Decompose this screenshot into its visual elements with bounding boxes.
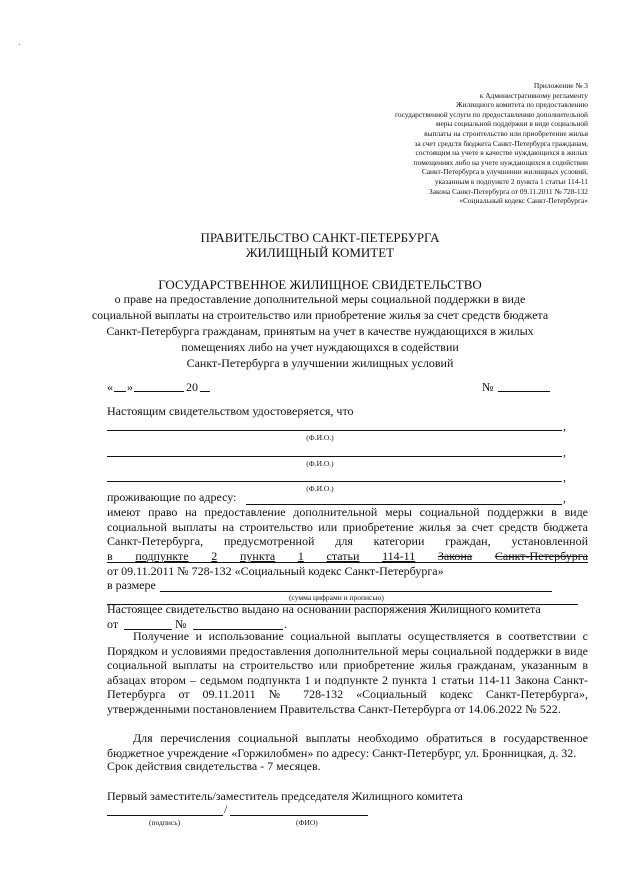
paragraph-usage: Получение и использование социальной выплаты осуществляется в соответствии с Порядком и условиями предоставления дополнительной меры социальной поддержки в виде социальной выплаты на строительство или приобретение жилья гражданам, указанным в абзацах втором – седьмом подпункта 1 и подпункте 2 пункта 1 статьи 114-11 Закона Санкт-Петербурга от 09.11.2011 № 728-132 «Социальный кодекс Санкт-Петербурга», утвержденными постановлением Правительства Санкт-Петербурга от 14.06.2022 № 522.	[107, 629, 588, 716]
appendix-line: государственной услуги по предоставлению дополнительной	[395, 109, 588, 119]
signature-separator: /	[224, 802, 228, 816]
law-word: статьи	[326, 549, 360, 563]
date-close-quote: »	[127, 380, 133, 394]
appendix-line: «Социальный кодекс Санкт-Петербурга»	[459, 196, 588, 206]
title-subline: помещениях либо на учет нуждающихся в содействии	[181, 340, 459, 354]
date-year-prefix: 20	[186, 380, 198, 394]
title-subline: Санкт-Петербурга в улучшении жилищных условий	[186, 356, 454, 370]
appendix-line: Жилищного комитета по предоставлению	[456, 100, 588, 110]
fio-line-1	[107, 430, 562, 431]
fio-sign-line	[230, 815, 368, 816]
signature-caption: (подпись)	[149, 818, 181, 827]
law-word: 1	[297, 549, 304, 563]
order-number-label: №	[175, 617, 187, 631]
fio-sign-caption: (ФИО)	[296, 818, 318, 827]
appendix-line: за счет средств бюджета Санкт-Петербурга гражданам,	[414, 138, 588, 148]
law-underline	[107, 562, 588, 563]
validity-text: Срок действия свидетельства - 7 месяцев.	[107, 759, 321, 773]
order-from-label: от	[107, 617, 119, 631]
appendix-block	[308, 81, 588, 206]
signature-line	[107, 815, 223, 816]
appendix-line: к Административному регламенту	[479, 90, 588, 100]
address-comma: ,	[563, 491, 566, 505]
law-word: 114-11	[382, 549, 416, 563]
order-period: .	[284, 617, 287, 631]
date-day-line	[114, 391, 126, 392]
date-open-quote: «	[107, 380, 113, 394]
fio-comma: ,	[563, 470, 566, 484]
appendix-line: состоящим на учете в качестве нуждающихся в жилых	[415, 148, 588, 158]
appendix-line: Приложение № 3	[533, 81, 588, 90]
law-word: подпункте	[135, 549, 189, 563]
signatory-title: Первый заместитель/заместитель председателя Жилищного комитета	[107, 789, 463, 803]
date-year-line	[200, 391, 210, 392]
fio-caption-2: (Ф.И.О.)	[306, 459, 334, 468]
amount-line	[160, 591, 552, 592]
title-subline: о праве на предоставление дополнительной меры социальной поддержки в виде	[114, 292, 526, 306]
fio-comma: ,	[563, 419, 566, 433]
number-line	[498, 391, 550, 392]
amount-caption: (сумма цифрами и прописью)	[289, 593, 384, 602]
appendix-line: указанным в подпункте 2 пункта 1 статьи 114-11	[434, 176, 588, 186]
appendix-line: выплаты на строительство или приобретение жилья	[424, 128, 588, 138]
date-month-line	[134, 391, 184, 392]
title-subline: социальной выплаты на строительство или приобретение жилья за счет средств бюджета	[91, 308, 549, 322]
address-label: проживающие по адресу:	[107, 490, 237, 504]
law-word: Санкт-Петербурга	[494, 549, 588, 563]
appendix-line: меры социальной поддержки в виде социальной	[435, 119, 588, 129]
document-title: ГОСУДАРСТВЕННОЕ ЖИЛИЩНОЕ СВИДЕТЕЛЬСТВО	[158, 277, 482, 292]
fio-comma: ,	[563, 445, 566, 459]
law-word: в	[107, 549, 113, 563]
number-label: №	[482, 380, 494, 394]
law-reference: от 09.11.2011 № 728-132 «Социальный кодекс Санкт-Петербурга»	[107, 564, 444, 578]
committee-heading: ЖИЛИЩНЫЙ КОМИТЕТ	[245, 245, 395, 260]
law-word: Закона	[437, 549, 473, 563]
amount-label: в размере	[107, 578, 156, 592]
rights-paragraph: имеют право на предоставление дополнительной меры социальной поддержки в виде социальной выплаты на строительство или приобретение жилья за счет средств бюджета Санкт-Петербурга, предусмотренной для категории граждан, установленной	[107, 505, 588, 549]
law-word: 2	[211, 549, 218, 563]
appendix-line: Закона Санкт-Петербурга от 09.11.2011 № 728-132	[429, 186, 588, 196]
law-word: пункта	[239, 549, 276, 563]
fio-caption-1: (Ф.И.О.)	[306, 433, 334, 442]
corner-mark: ·	[18, 40, 21, 49]
paragraph-transfer: Для перечисления социальной выплаты необходимо обратиться в государственное бюджетное учреждение «Горжилобмен» по адресу: Санкт-Петербург, ул. Бронницкая, д. 32.	[107, 731, 588, 760]
title-subline: Санкт-Петербурга гражданам, принятым на учет в качестве нуждающихся в жилых	[106, 324, 534, 338]
appendix-line: помещениях либо на учете нуждающихся в содействии	[413, 157, 588, 167]
fio-line-2	[107, 456, 562, 457]
fio-caption-3: (Ф.И.О.)	[306, 484, 334, 493]
issued-basis: Настоящее свидетельство выдано на основании распоряжения Жилищного комитета	[107, 602, 541, 616]
fio-line-3	[107, 481, 562, 482]
appendix-line: Санкт-Петербурга в улучшении жилищных условий,	[421, 167, 588, 177]
government-heading: ПРАВИТЕЛЬСТВО САНКТ-ПЕТЕРБУРГА	[200, 230, 440, 245]
certify-text: Настоящим свидетельством удостоверяется, что	[107, 404, 354, 418]
